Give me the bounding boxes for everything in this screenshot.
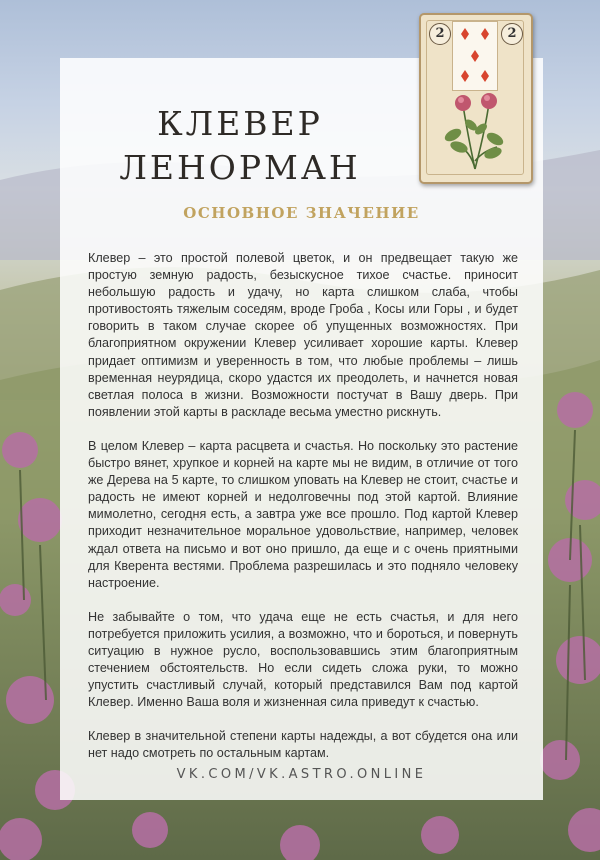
title-line-2: ЛЕНОРМАН: [119, 148, 361, 187]
diamond-icon: [453, 22, 497, 90]
paragraph-3: Не забывайте о том, что удача еще не есть счастья, и для него потребуется приложить усилия, а возможно, что и бороться, и повернуть ситуацию в нужное русло, воспользовавшись этим благоприятным стечением обстоятельств. Но если сидеть сложа руки, то можно упустить счастливый случай, который представился Вам под картой Клевер. Именно Ваша воля и жизненная сила приведут к счастью.: [88, 609, 518, 710]
card-suit-panel: [452, 21, 498, 91]
footer-link[interactable]: VK.COM/VK.ASTRO.ONLINE: [176, 767, 427, 782]
subtitle: ОСНОВНОЕ ЗНАЧЕНИЕ: [183, 204, 420, 222]
description-text: [88, 250, 518, 780]
clover-flower-icon: [435, 91, 515, 175]
paragraph-4: Клевер в значительной степени карты надежды, а вот сбудется она или нет надо смотреть по остальным картам.: [88, 729, 518, 761]
paragraph-1: Клевер – это простой полевой цветок, и он предвещает такую же простую земную радость, безыскусное тихое счастье. приносит небольшую радость и удачу, но карта слишком слаба, чтобы противостоять тяжелым соседям, вроде Гроба , Косы или Горы , и будет говорить в таком случае скорее об упущенных возможностях. При благоприятном окружении Клевер усиливает хорошие карты. Клевер придает оптимизм и уверенность в том, что любые проблемы – лишь временная неурядица, скоро удастся их преодолеть, и начнется новая светлая полоса в жизни. Возможности постучат в Вашу дверь. При появлении этой карты в раскладе весьма уместно рискнуть.: [88, 251, 518, 419]
title-line-1: КЛЕВЕР: [157, 104, 323, 143]
card-number-right: 2: [501, 23, 523, 45]
paragraph-2: В целом Клевер – карта расцвета и счастья. Но поскольку это растение быстро вянет, хрупкое и корней на карте мы не видим, в отличие от того же Дерева на 5 карте, то слишком уповать на Клевер не стоит, счастье и радость не имеют корней и недолговечны под этой картой. Влияние мимолетно, сегодня есть, а завтра уже все прошло. Под картой Клевер приходит незначительное моральное удовольствие, например, человек ждал ответа на письмо и вот оно пришло, да еще и с очень приятными для Кверента вестями. Проблема разрешилась и это подняло человеку настроение.: [88, 438, 518, 590]
card-number-left: 2: [429, 23, 451, 45]
lenormand-card: [419, 13, 533, 184]
